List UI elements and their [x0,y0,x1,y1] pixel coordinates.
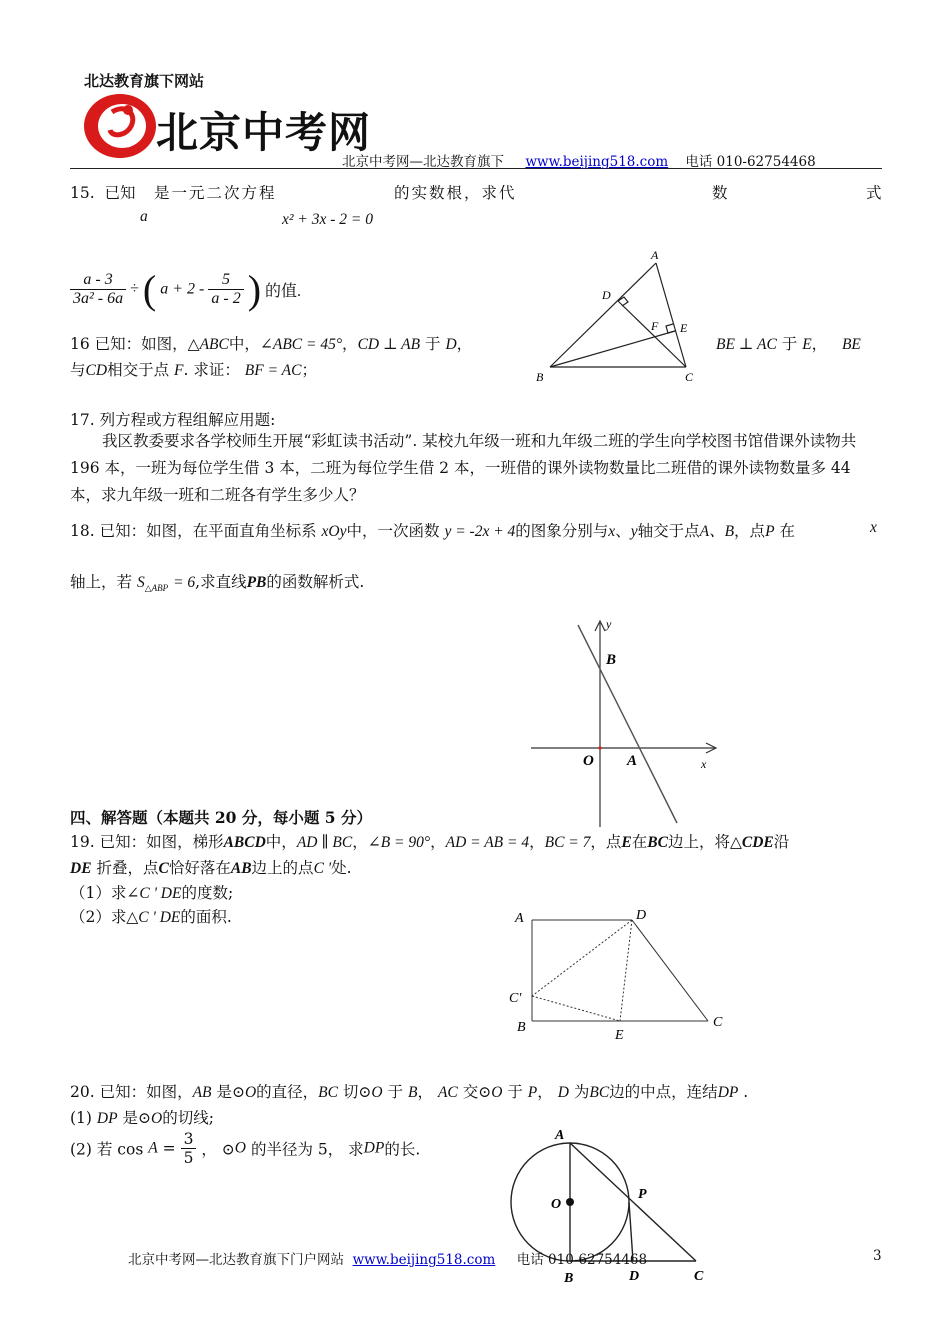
q18-pb: PB [246,574,267,591]
q17-body: 我区教委要求各学校师生开展“彩虹读书活动”. 某校九年级一班和九年级二班的学生向学校图书馆借课外读物共 196 本，一班为每位学生借 3 本，二班为每位学生借 2 本，一班借的课外读物数量比二班借的课外读物数量多 44 本，求九年级一班和二班各有学生多少人？ [70,432,857,504]
q19-text1: 19. 已知：如图，梯形 [70,833,224,851]
q16-label-e: E [680,321,688,335]
q19-fold-dc-prime [532,920,632,996]
q19-ab: AB [230,860,252,877]
q20-sub1-label: (1) [70,1109,92,1127]
q20-ac: AC [437,1084,458,1101]
q19-abcd: ABCD [223,834,266,851]
q16-yu2: 于 [781,335,798,353]
header-site-name: 北京中考网—北达教育旗下 [342,154,504,170]
header-info [342,150,816,170]
q16-text-a: 16 已知：如图， [70,335,188,353]
q19-text2: 中， [265,833,297,851]
q19-c2: ， [430,833,446,851]
q20-sub2 [70,1130,420,1167]
q19-sub1-label: （1）求 [70,884,127,902]
q20-sub1-dp: DP [96,1110,118,1127]
q20-text7: 交⊙ [462,1083,492,1101]
q20-text4: 切⊙ [342,1083,372,1101]
q15-line1 [70,181,136,203]
q19-label-b: B [517,1020,526,1035]
q20-sub1-text2: 的切线; [162,1109,214,1127]
q18-x: x [608,523,616,540]
q19-text5: 边上，将△ [667,833,742,851]
q20-text3: 的直径， [256,1083,319,1101]
q19-text7: 折叠，点 [96,859,159,877]
q16-be: BE [841,336,861,353]
q19-sub2-label: （2）求△ [70,908,139,926]
q18-text4: 轴交于点 [637,522,700,540]
footer-url-link[interactable]: www.beijing518.com [352,1252,496,1268]
q19-sub1-angle: ∠C ' DE [126,885,182,902]
q19-angle-b: ∠B = 90° [367,834,431,851]
q16-semi: ； [301,361,317,379]
q20-seg-ac [570,1143,696,1261]
q18-function: y = -2x + 4 [444,523,516,540]
q20-d: D [557,1084,569,1101]
q16-angle: ∠ABC = 45° [259,336,343,353]
q20-line1 [70,1080,748,1102]
q15-text3: 的实数根，求代 [394,184,517,202]
q18-p: P [765,523,775,540]
q19-c1: ， [352,833,368,851]
q20-label-a: A [555,1128,565,1143]
q18-x2: x [870,519,877,536]
q19-text9: 边上的点 [251,859,314,877]
header-phone: 电话 010-62754468 [685,154,816,170]
q19-de: DE [70,860,92,877]
q20-sub2-a: A [148,1139,158,1157]
q19-sub1 [70,881,233,903]
q16-text-prove: . 求证： [183,361,240,379]
q20-text8: 于 [507,1083,523,1101]
q16-text-b: 中， [228,335,260,353]
q19-text4: 在 [631,833,648,851]
q15-frac1-num: a - 3 [70,271,126,290]
q18-text9: 的函数解析式. [266,573,365,591]
q18-label-a: A [627,753,638,769]
logo-text: 北京中考网 [156,108,372,157]
q16-label-a: A [651,248,659,262]
q19-text6: 沿 [773,833,790,851]
q19-parallel: AD ∥ BC [296,834,353,851]
q19-figure [505,900,735,1045]
q16-line1 [70,332,472,354]
q18-s-eq: = 6 [173,574,196,591]
q18-text1: 18. 已知：如图，在平面直角坐标系 [70,522,317,540]
q20-text2: 是⊙ [216,1083,245,1101]
footer-phone: 电话 010-62754468 [516,1252,648,1268]
q15-text2: 是一元二次方程 [154,184,277,202]
q19-label-d: D [636,908,647,923]
q16-perp-be-ac: BE ⊥ AC [716,336,777,353]
q20-text1: 20. 已知：如图， [70,1083,193,1101]
q16-label-b: B [536,370,544,384]
q19-label-a: A [515,911,524,926]
q16-f: F [174,362,184,379]
q19-text10: 处. [331,859,352,877]
q20-fraction [181,1130,197,1167]
page-number: 3 [873,1248,882,1264]
q20-sub2-text3: 的长. [384,1140,421,1159]
q19-seg-dc [632,920,708,1021]
q18-text5: ，点 [734,522,766,540]
q15-tail: 的值. [265,283,302,300]
q16-comma: ， [342,335,358,353]
q18-sep: 、 [615,522,631,540]
q19-e: E [621,834,632,851]
q16-cd: CD [85,362,108,379]
q19-cprime: C ' [313,860,332,877]
q20-p: P [527,1084,538,1101]
q18-line1 [70,519,795,541]
q18-origin-point [598,746,601,749]
q15-frac1-den: 3a² - 6a [73,290,124,307]
q20-o: O [244,1084,257,1101]
q18-figure [525,615,725,827]
q20-label-p: P [638,1187,647,1202]
logo-tagline: 北达教育旗下网站 [84,72,205,90]
q20-sub2-label: (2) 若 cos [70,1140,144,1159]
q18-text8: ,求直线 [195,573,247,591]
q15-fraction-2 [208,271,243,308]
q20-o2: O [371,1084,383,1101]
q19-sub2-text: 的面积. [180,908,232,926]
q15-text5: 式 [866,184,882,202]
q19-line1 [70,830,789,852]
q20-o3: O [491,1084,503,1101]
q19-c: C [158,860,169,877]
q20-text12: . [743,1083,749,1101]
q19-label-c: C [713,1015,723,1030]
q16-label-d: D [602,288,611,302]
q19-sub2 [70,905,232,927]
q15-text1: 已知 [104,184,136,202]
q19-cde: CDE [741,834,774,851]
q18-ab: A、B [699,523,735,540]
q19-sub2-triangle: C ' DE [138,909,181,926]
q16-comma3: ， [811,335,828,353]
q16-e: E [802,336,812,353]
q19-c3: ， [529,833,545,851]
q20-sub2-o: O [234,1139,246,1157]
q20-sub1-o: O [151,1110,163,1127]
q20-text11: 边的中点，连结 [609,1083,718,1101]
q16-equation: BF = AC [244,362,302,379]
q16-seg-cd [618,301,686,367]
q18-s: S [136,574,145,591]
q15-text4: 数 [712,184,728,202]
q16-comma2: ， [456,335,473,353]
q18-label-y: y [606,617,612,631]
q18-text3: 的图象分别与 [515,522,609,540]
q15-paren-a: a + 2 - [160,280,205,298]
q19-fold-de [620,920,632,1021]
q15-var-a: a [140,208,148,225]
q20-ab: AB [192,1084,212,1101]
q19-label-c-prime: C' [509,991,522,1006]
q17-title: 17. 列方程或方程组解应用题: [70,411,276,429]
q20-text6: ， [417,1083,433,1101]
q20-label-c: C [694,1269,704,1284]
q18-line-graph [578,625,677,823]
q16-figure [530,245,710,390]
q18-text6: 在 [779,522,795,540]
q18-label-o: O [583,753,594,769]
q15-frac2-num: 5 [208,271,243,290]
q18-xoy: xOy [321,523,347,540]
q20-label-b: B [564,1271,574,1286]
q20-sub2-dp: DP [363,1139,385,1157]
q20-sub1-text1: 是⊙ [122,1109,152,1127]
q18-y: y [630,523,638,540]
q15-frac2-den: a - 2 [211,290,241,307]
q18-s-sub: △ABP [144,583,169,594]
q16-triangle: △ABC [187,336,229,353]
q20-label-o: O [551,1197,562,1212]
q16-d: D [445,336,457,353]
q19-fold-c-prime-e [532,996,620,1021]
q20-sub2-eq: = [162,1139,176,1158]
q18-text7: 轴上，若 [70,573,133,591]
q18-text2: 中，一次函数 [346,522,440,540]
q16-label-f: F [651,319,659,333]
q15-equation: x² + 3x - 2 = 0 [282,211,373,228]
q20-center-point [566,1198,574,1206]
q16-perp-cd-ab: CD ⊥ AB [357,336,421,353]
q16-line2 [70,358,317,380]
q18-line2 [70,570,364,594]
q15-div: ÷ [130,280,139,298]
q20-text5: 于 [387,1083,404,1101]
q19-eq2: BC = 7 [544,834,591,851]
q18-label-b: B [606,652,617,668]
q19-label-e: E [615,1028,624,1043]
q16-label-c: C [685,370,694,384]
q19-eq1: AD = AB = 4 [445,834,530,851]
q20-b: B [408,1084,418,1101]
q18-label-x: x [701,757,707,771]
q19-text3: ，点 [590,833,622,851]
q16-line1-right [716,332,861,354]
page-footer [128,1248,647,1268]
header-url-link[interactable]: www.beijing518.com [525,154,669,170]
logo-emblem [82,90,158,160]
q20-bc2: BC [589,1084,610,1101]
q16-seg-ac [656,263,686,367]
section-4-title: 四、解答题（本题共 20 分，每小题 5 分） [70,808,372,827]
q15-number: 15. [70,184,95,202]
q20-sub2-text2: 的半径为 5， 求 [250,1140,364,1159]
q19-sub1-text: 的度数; [181,884,234,902]
q20-label-d: D [629,1269,640,1284]
footer-text: 北京中考网—北达教育旗下门户网站 [128,1252,344,1268]
q20-sub2-text1: ， ⊙ [201,1140,235,1159]
q20-text9: ， [537,1083,553,1101]
q20-sub1 [70,1106,214,1128]
q20-bc: BC [318,1084,338,1101]
q20-text10: 为 [573,1083,590,1101]
q15-expression: $\frac{a - 3}{\text{3a² - 6a}}$ ÷ ( a + 2 - $\frac{5}{a - 2}$ ) 的值. [70,266,301,313]
q20-frac-num: 3 [181,1130,197,1149]
q19-text8: 恰好落在 [168,859,231,877]
q19-bc: BC [647,834,668,851]
q20-dp: DP [717,1084,739,1101]
q16-yu: 于 [425,335,441,353]
q15-fraction-1 [70,271,126,308]
q20-frac-den: 5 [183,1149,194,1167]
q16-text-intersect: 相交于点 [107,361,170,379]
q16-text-yu: 与 [70,361,86,379]
q19-line2 [70,856,352,878]
